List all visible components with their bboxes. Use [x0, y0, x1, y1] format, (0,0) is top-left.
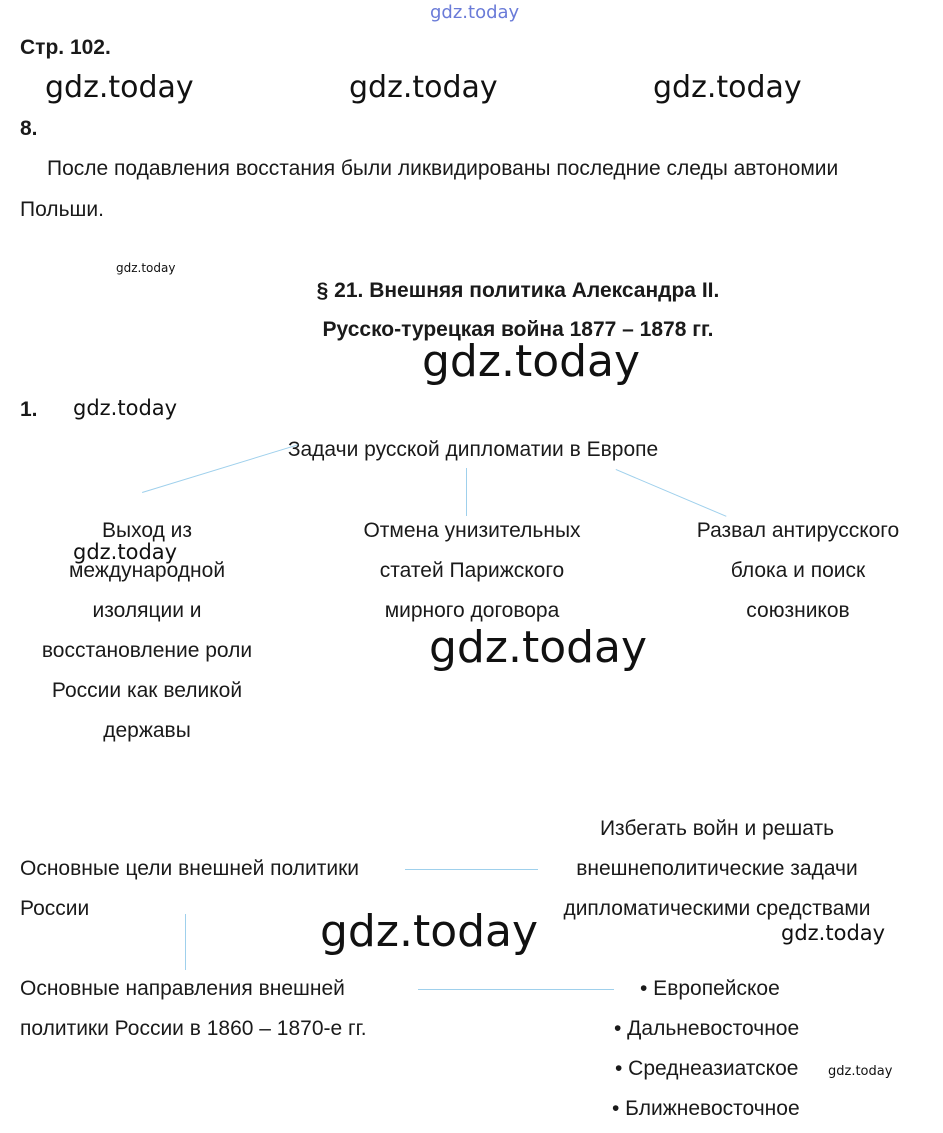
goals-label-line-2: России — [20, 897, 90, 920]
goals-value-line-3: дипломатическими средствами — [563, 897, 871, 920]
goals-to-directions-connector — [185, 914, 186, 970]
watermark-row-3: gdz.today — [653, 70, 802, 105]
diagram-child-2 — [322, 511, 622, 631]
section-title-line-1: § 21. Внешняя политика Александра II. — [316, 279, 720, 302]
diagram-child-3-line-2: блока и поиск — [730, 559, 866, 582]
diagram-connector-right — [616, 469, 727, 517]
watermark-row-1: gdz.today — [45, 70, 194, 105]
section-title-line-2: Русско-турецкая война 1877 – 1878 гг. — [322, 318, 714, 341]
directions-label-line-2: политики России в 1860 – 1870-е гг. — [20, 1017, 367, 1040]
goals-value — [537, 809, 897, 929]
watermark-row-2: gdz.today — [349, 70, 498, 105]
watermark-big-1: gdz.today — [422, 336, 641, 387]
task-8-text-line-1: После подавления восстания были ликвидированы последние следы автономии — [47, 157, 839, 180]
task-1-number: 1. — [20, 398, 38, 421]
goals-label-line-1: Основные цели внешней политики — [20, 857, 360, 880]
direction-item-2: • Дальневосточное — [614, 1017, 800, 1040]
directions-connector — [418, 989, 614, 990]
task-8-number: 8. — [20, 117, 38, 140]
watermark-big-2: gdz.today — [429, 622, 648, 673]
diagram-child-3 — [668, 511, 928, 631]
goals-connector — [405, 869, 538, 870]
diagram-connector-center — [466, 468, 467, 516]
diagram-child-1-line-6: державы — [103, 719, 191, 742]
diagram-child-1-line-5: России как великой — [51, 679, 243, 702]
directions-label-line-1: Основные направления внешней — [20, 977, 345, 1000]
diagram-root: Задачи русской дипломатии в Европе — [287, 438, 659, 461]
diagram-child-1-line-4: восстановление роли — [41, 639, 253, 662]
diagram-child-3-line-3: союзников — [746, 599, 850, 622]
page-reference: Стр. 102. — [20, 36, 111, 59]
diagram-child-2-line-2: статей Парижского — [379, 559, 565, 582]
direction-item-4: • Ближневосточное — [612, 1097, 800, 1120]
diagram-child-1-line-1: Выход из — [101, 519, 193, 542]
watermark-right-small: gdz.today — [781, 921, 886, 945]
diagram-child-2-line-3: мирного договора — [384, 599, 560, 622]
watermark-task-1: gdz.today — [73, 396, 178, 420]
direction-item-3: • Среднеазиатское — [615, 1057, 799, 1080]
diagram-child-2-line-1: Отмена унизительных — [363, 519, 581, 542]
watermark-in-box: gdz.today — [73, 540, 178, 564]
goals-value-line-1: Избегать войн и решать — [599, 817, 835, 840]
watermark-bottom-small: gdz.today — [828, 1064, 893, 1079]
diagram-child-1-line-2: международной — [68, 559, 226, 582]
watermark-top: gdz.today — [430, 2, 520, 23]
watermark-big-3: gdz.today — [320, 906, 539, 957]
diagram-child-1-line-3: изоляции и — [92, 599, 202, 622]
task-8-text-line-2: Польши. — [20, 198, 104, 221]
goals-value-line-2: внешнеполитические задачи — [576, 857, 858, 880]
diagram-child-3-line-1: Развал антирусского — [696, 519, 900, 542]
watermark-small-left: gdz.today — [116, 261, 176, 275]
direction-item-1: • Европейское — [640, 977, 780, 1000]
